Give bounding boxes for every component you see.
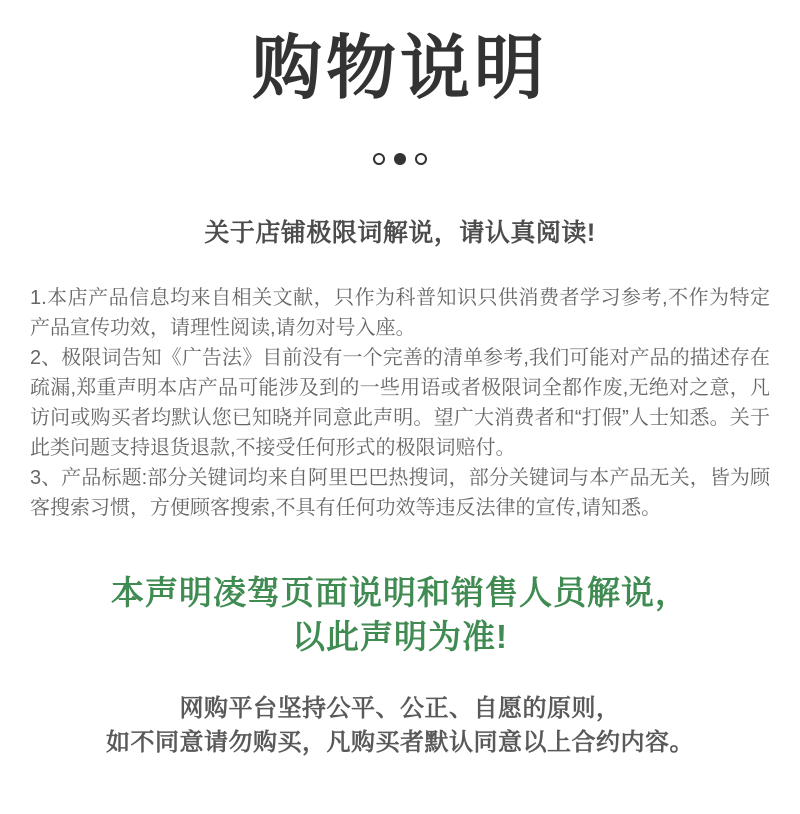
agreement-note-line-1: 网购平台坚持公平、公正、自愿的原则， — [179, 695, 621, 722]
section-subtitle: 关于店铺极限词解说，请认真阅读! — [204, 219, 596, 247]
disclaimer-item-2: 2、极限词告知《广告法》目前没有一个完善的清单参考,我们可能对产品的描述存在疏漏,郑重声明本店产品可能涉及到的一些用语或者极限词全都作废,无绝对之意，凡访问或购买者均默认您已知晓并同意此声明。望广大消费者和“打假”人士知悉。关于此类问题支持退货退款,不接受任何形式的极限词赔付。 — [30, 347, 770, 459]
disclaimer-item-3: 3、产品标题:部分关键词均来自阿里巴巴热搜词，部分关键词与本产品无关，皆为顾客搜索习惯，方便顾客搜索,不具有任何功效等违反法律的宣传,请知悉。 — [30, 467, 770, 519]
priority-statement-line-1: 本声明凌驾页面说明和销售人员解说， — [111, 574, 689, 611]
page-title: 购物说明 — [252, 29, 548, 107]
carousel-dots — [0, 152, 800, 165]
priority-statement — [0, 571, 800, 659]
agreement-note-line-2: 如不同意请勿购买，凡购买者默认同意以上合约内容。 — [106, 729, 694, 756]
disclaimer-text-block — [30, 283, 770, 523]
agreement-note — [0, 692, 800, 760]
carousel-dot-2[interactable] — [394, 153, 406, 165]
carousel-dot-1[interactable] — [373, 153, 385, 165]
priority-statement-line-2: 以此声明为准! — [292, 618, 508, 655]
disclaimer-item-1: 1.本店产品信息均来自相关文献，只作为科普知识只供消费者学习参考,不作为特定产品宣传功效，请理性阅读,请勿对号入座。 — [30, 287, 770, 339]
carousel-dot-3[interactable] — [415, 153, 427, 165]
